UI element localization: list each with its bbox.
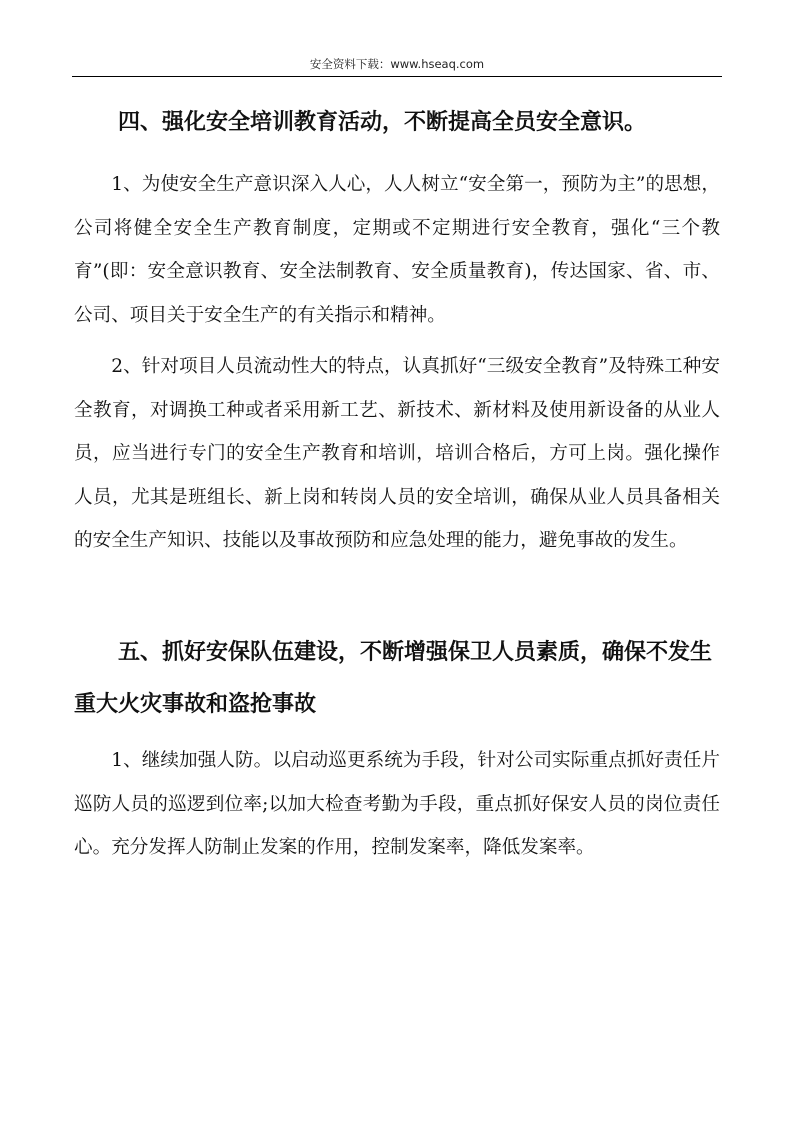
paragraph-4-2: 2、针对项目人员流动性大的特点，认真抓好“三级安全教育”及特殊工种安全教育，对调换工种或者采用新工艺、新技术、新材料及使用新设备的从业人员，应当进行专门的安全生产教育和培训，培训合格后，方可上岗。强化操作人员，尤其是班组长、新上岗和转岗人员的安全培训，确保从业人员具备相关的安全生产知识、技能以及事故预防和应急处理的能力，避免事故的发生。 (74, 356, 720, 552)
paragraph-5-1: 1、继续加强人防。以启动巡更系统为手段，针对公司实际重点抓好责任片巡防人员的巡逻到位率;以加大检查考勤为手段，重点抓好保安人员的岗位责任心。充分发挥人防制止发案的作用，控制发案率，降低发案率。 (74, 750, 720, 859)
header-divider (72, 76, 722, 77)
section-heading-5: 五、抓好安保队伍建设，不断增强保卫人员素质，确保不发生重大火灾事故和盗抢事故 (74, 639, 713, 717)
paragraph-4-1: 1、为使安全生产意识深入人心，人人树立“安全第一，预防为主”的思想，公司将健全安全生产教育制度，定期或不定期进行安全教育，强化“三个教育”(即：安全意识教育、安全法制教育、安全质量教育)，传达国家、省、市、公司、项目关于安全生产的有关指示和精神。 (74, 174, 720, 326)
section-heading-4: 四、强化安全培训教育活动，不断提高全员安全意识。 (118, 109, 647, 135)
page-header: 安全资料下载：www.hseaq.com (309, 57, 485, 71)
